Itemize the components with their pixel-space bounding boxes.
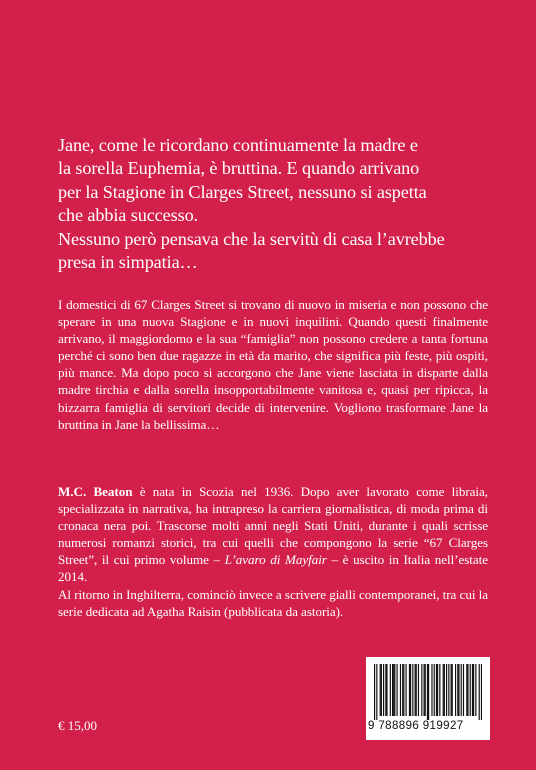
barcode-bar bbox=[444, 664, 445, 716]
barcode-digits: 9 788896 919927 bbox=[368, 720, 464, 732]
barcode-bar bbox=[428, 664, 429, 720]
barcode-bar bbox=[386, 664, 387, 716]
lead-line: che abbia successo. bbox=[58, 205, 199, 226]
barcode-bar bbox=[473, 664, 474, 716]
barcode-bar bbox=[466, 664, 467, 716]
barcode-bar bbox=[412, 664, 413, 716]
lead-line: Nessuno però pensava che la servitù di casa l’avrebbe bbox=[58, 228, 445, 249]
lead-line: per la Stagione in Clarges Street, nessuno si aspetta bbox=[58, 181, 427, 202]
barcode-bar bbox=[448, 664, 449, 716]
barcode-bar bbox=[479, 664, 480, 720]
synopsis-text: I domestici di 67 Clarges Street si trovano di nuovo in miseria e non possono che sperare in una nuova Stagione e in nuovi inquilini. Quando questi finalmente arrivano, il maggiordomo e la sua “famiglia” non possono credere a tanta fortuna perché ci sono ben due ragazze in età da marito, che significa più feste, più ospiti, più mance. Ma dopo poco si accorgono che Jane viene lasciata in disparte dalla madre tirchia e dalla sorella insopportabilmente vanitosa e, quasi per ripicca, la bizzarra famiglia di servitori decide di intervenire. Vogliono trasformare Jane la bruttina in Jane la bellissima… bbox=[58, 297, 488, 432]
barcode-bar bbox=[406, 664, 407, 716]
barcode-bar bbox=[436, 664, 437, 716]
price: € 15,00 bbox=[58, 718, 97, 733]
barcode-bar bbox=[425, 664, 426, 716]
barcode-bar bbox=[463, 664, 464, 716]
barcode-bar bbox=[434, 664, 435, 716]
barcode-bar bbox=[446, 664, 447, 716]
barcode-bar bbox=[403, 664, 404, 716]
bio-text: è nata in Scozia nel 1936. Dopo aver lavorato come libraia, specializzata in narrativa, ha intrapreso la carriera giornalistica, di moda prima di cronaca nera poi. Trascorse molti anni negli Stati Uniti, durante i quali scrisse numerosi romanzi storici, tra cui quelli che compongono la serie “67 Clarges Street”, il cui primo volume – bbox=[58, 484, 488, 568]
barcode-bar bbox=[431, 664, 432, 716]
barcode-bar bbox=[402, 664, 403, 716]
barcode-bar bbox=[458, 664, 459, 716]
barcode-bar bbox=[457, 664, 458, 716]
barcode-bar bbox=[455, 664, 456, 716]
barcode-bar bbox=[467, 664, 468, 716]
barcode-bar bbox=[427, 664, 428, 720]
barcode-bar bbox=[475, 664, 476, 716]
author-bio bbox=[58, 483, 488, 620]
bio-paragraph bbox=[58, 483, 488, 586]
barcode-bar bbox=[443, 664, 444, 716]
barcode-bar bbox=[452, 664, 453, 716]
synopsis bbox=[58, 296, 488, 433]
barcode-bar bbox=[392, 664, 393, 716]
barcode-bar bbox=[415, 664, 416, 716]
barcode-bar bbox=[409, 664, 410, 716]
barcode-bar bbox=[393, 664, 394, 716]
barcode-bar bbox=[416, 664, 417, 716]
barcode-bar bbox=[397, 664, 398, 716]
barcode-bar bbox=[380, 664, 381, 716]
barcode-bar bbox=[374, 664, 375, 720]
barcode-bar bbox=[394, 664, 395, 716]
barcode-bar bbox=[385, 664, 386, 716]
lead-line: Jane, come le ricordano continuamente la madre e bbox=[58, 135, 418, 155]
barcode-bar bbox=[424, 664, 425, 716]
barcode-bar bbox=[376, 664, 377, 720]
barcode-bar bbox=[472, 664, 473, 716]
barcode-bar bbox=[421, 664, 422, 716]
book-title: L’avaro di Mayfair bbox=[224, 552, 327, 568]
barcode-bar bbox=[400, 664, 401, 716]
lead-line: la sorella Euphemia, è bruttina. E quando arrivano bbox=[58, 158, 420, 179]
bio-paragraph: Al ritorno in Inghilterra, cominciò invece a scrivere gialli contemporanei, tra cui la serie dedicata ad Agatha Raisin (pubblicata da astoria). bbox=[58, 586, 488, 619]
barcode-bar bbox=[418, 664, 419, 716]
barcode-bar bbox=[390, 664, 391, 716]
lead-paragraph bbox=[58, 134, 498, 274]
barcode-bars bbox=[374, 664, 482, 720]
barcode-bar bbox=[481, 664, 482, 720]
bio-text: – è uscito in Italia nell’estate 2014. bbox=[58, 552, 489, 585]
lead-line: presa in simpatia… bbox=[58, 252, 198, 273]
barcode-bar bbox=[470, 664, 471, 716]
barcode-bar bbox=[381, 664, 382, 716]
author-name: M.C. Beaton bbox=[58, 484, 133, 499]
barcode-bar bbox=[439, 664, 440, 716]
barcode-bar bbox=[383, 664, 384, 716]
barcode-bar bbox=[451, 664, 452, 716]
barcode-bar bbox=[437, 664, 438, 716]
barcode-bar bbox=[461, 664, 462, 716]
barcode bbox=[366, 657, 490, 740]
barcode-bar bbox=[410, 664, 411, 716]
